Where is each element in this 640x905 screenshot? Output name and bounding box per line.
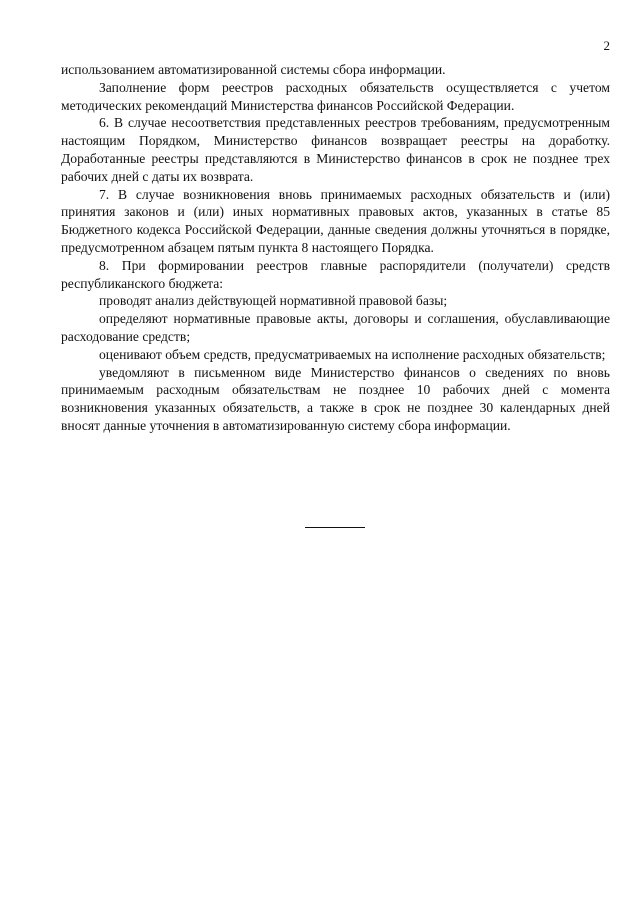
paragraph-continuation: использованием автоматизированной системы сбора информации. [61, 62, 446, 77]
page-number: 2 [603, 38, 610, 53]
list-item-estimate-volume: оценивают объем средств, предусматриваемых на исполнение расходных обязательств; [99, 346, 606, 362]
paragraph-item-8: 8. При формировании реестров главные распорядители (получатели) средств республиканского бюджета: [61, 257, 610, 291]
paragraph-item-6: 6. В случае несоответствия представленных реестров требованиям, предусмотренным настоящим Порядком, Министерство финансов возвращает реестры на доработку. Доработанные реестры представляются в Министерство финансов в срок не позднее трех рабочих дней с даты их возврата. [61, 115, 610, 184]
end-of-document-line [305, 527, 365, 528]
list-item-determine-acts: определяют нормативные правовые акты, договоры и соглашения, обуславливающие расходование средств; [61, 311, 610, 344]
list-item-analysis: проводят анализ действующей нормативной правовой базы; [99, 293, 448, 309]
document-body [61, 61, 610, 435]
paragraph-item-7: 7. В случае возникновения вновь принимаемых расходных обязательств и (или) принятия законов и (или) иных нормативных правовых актов, указанных в статье 85 Бюджетного кодекса Российской Федерации, данные сведения должны уточняться в порядке, предусмотренном абзацем пятым пункта 8 настоящего Порядка. [61, 186, 610, 255]
paragraph-forms-filling: Заполнение форм реестров расходных обязательств осуществляется с учетом методических рекомендаций Министерства финансов Российской Федерации. [61, 79, 610, 113]
list-item-notify: уведомляют в письменном виде Министерство финансов о сведениях по вновь принимаемым расходным обязательствам не позднее 10 рабочих дней с момента возникновения указанных обязательств, а также в срок не позднее 30 календарных дней вносят данные уточнения в автоматизированную систему сбора информации. [61, 364, 610, 433]
